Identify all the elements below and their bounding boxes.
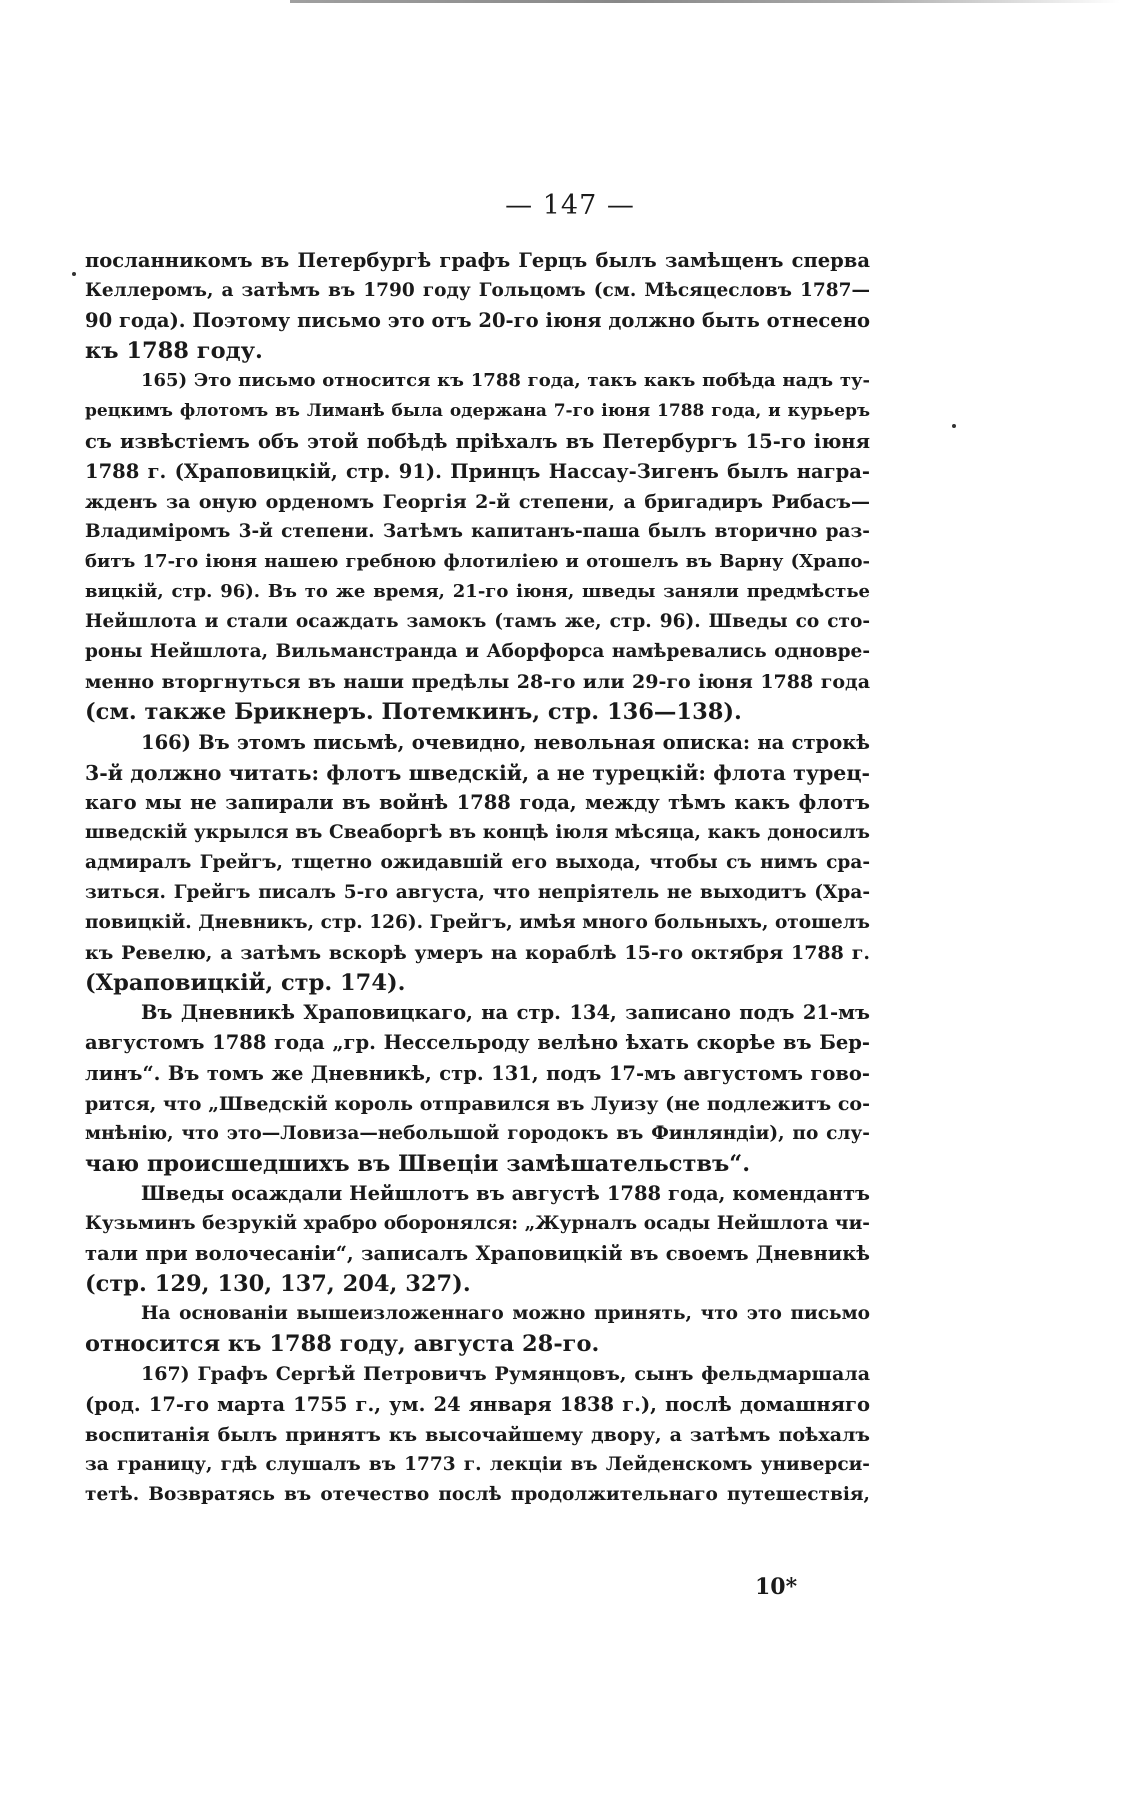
text-line: рится, что „Шведскій король отправился въ Луизу (не подлежитъ со- <box>85 1092 870 1115</box>
text-line: (род. 17-го марта 1755 г., ум. 24 января 1838 г.), послѣ домашняго <box>85 1392 870 1416</box>
text-line: къ 1788 году. <box>85 338 263 365</box>
text-line: 166) Въ этомъ письмѣ, очевидно, невольная описка: на строкѣ <box>141 730 870 754</box>
text-line: 90 года). Поэтому письмо это отъ 20-го іюня должно быть отнесено <box>85 309 870 333</box>
text-line: Кузьминъ безрукій храбро оборонялся: „Журналъ осады Нейшлота чи- <box>85 1213 870 1234</box>
text-line: каго мы не запирали въ войнѣ 1788 года, между тѣмъ какъ флотъ <box>85 790 870 814</box>
text-line: Шведы осаждали Нейшлотъ въ августѣ 1788 года, комендантъ <box>141 1181 870 1205</box>
text-line: къ Ревелю, а затѣмъ вскорѣ умеръ на кораблѣ 15-го октября 1788 г. <box>85 942 870 965</box>
text-line: (Храповицкій, стр. 174). <box>85 970 406 997</box>
text-line: зиться. Грейгъ писалъ 5-го августа, что непріятель не выходитъ (Хра- <box>85 881 870 903</box>
text-line: посланникомъ въ Петербургѣ графъ Герцъ былъ замѣщенъ сперва <box>85 249 870 272</box>
text-line: линъ“. Въ томъ же Дневникѣ, стр. 131, подъ 17-мъ августомъ гово- <box>85 1061 870 1085</box>
page-number: — 147 — <box>505 190 635 221</box>
text-line: Владиміромъ 3-й степени. Затѣмъ капитанъ-паша былъ вторично раз- <box>85 520 870 542</box>
text-line: (см. также Брикнеръ. Потемкинъ, стр. 136—138). <box>85 699 742 726</box>
text-line: Келлеромъ, а затѣмъ въ 1790 году Гольцомъ (см. Мѣсяцесловъ 1787— <box>85 280 870 302</box>
text-line: съ извѣстіемъ объ этой побѣдѣ пріѣхалъ въ Петербургъ 15-го іюня <box>85 429 870 453</box>
text-line: 165) Это письмо относится къ 1788 года, такъ какъ побѣда надъ ту- <box>141 370 870 392</box>
text-line: 1788 г. (Храповицкій, стр. 91). Принцъ Нассау-Зигенъ былъ награ- <box>85 459 870 483</box>
text-line: менно вторгнуться въ наши предѣлы 28-го или 29-го іюня 1788 года <box>85 671 870 694</box>
body-text <box>85 246 870 1510</box>
text-line: за границу, гдѣ слушалъ въ 1773 г. лекціи въ Лейденскомъ универси- <box>85 1453 870 1475</box>
text-line: битъ 17-го іюня нашею гребною флотиліею и отошелъ въ Варну (Храпо- <box>85 550 870 572</box>
text-line: повицкій. Дневникъ, стр. 126). Грейгъ, имѣя много больныхъ, отошелъ <box>85 912 870 934</box>
text-line: 3-й должно читать: флотъ шведскій, а не турецкій: флота турец- <box>85 760 870 785</box>
text-line: Нейшлота и стали осаждать замокъ (тамъ же, стр. 96). Шведы со сто- <box>85 611 870 633</box>
text-line: рецкимъ флотомъ въ Лиманѣ была одержана 7-го іюня 1788 года, и курьеръ <box>85 401 870 422</box>
text-line: тали при волочесаніи“, записалъ Храповицкій въ своемъ Дневникѣ <box>85 1242 870 1266</box>
text-line: августомъ 1788 года „гр. Нессельроду велѣно ѣхать скорѣе въ Бер- <box>85 1031 870 1055</box>
scan-top-edge <box>290 0 1120 3</box>
text-line: роны Нейшлота, Вильманстранда и Аборфорса намѣревались одновре- <box>85 641 870 663</box>
text-line: тетѣ. Возвратясь въ отечество послѣ продолжительнаго путешествія, <box>85 1483 870 1505</box>
text-line: жденъ за оную орденомъ Георгія 2-й степени, а бригадиръ Рибасъ— <box>85 490 870 513</box>
text-line: Въ Дневникѣ Храповицкаго, на стр. 134, записано подъ 21-мъ <box>141 1001 870 1025</box>
margin-speck <box>952 424 956 428</box>
text-line: шведскій укрылся въ Свеаборгѣ въ концѣ іюля мѣсяца, какъ доносилъ <box>85 821 870 843</box>
text-line: На основаніи вышеизложеннаго можно принять, что это письмо <box>141 1303 870 1325</box>
text-line: (стр. 129, 130, 137, 204, 327). <box>85 1271 471 1298</box>
text-line: мнѣнію, что это—Ловиза—небольшой городокъ въ Финляндіи), по слу- <box>85 1122 870 1144</box>
text-line: относится къ 1788 году, августа 28-го. <box>85 1331 600 1358</box>
text-line: вицкій, стр. 96). Въ то же время, 21-го іюня, шведы заняли предмѣстье <box>85 581 870 603</box>
text-line: адмиралъ Грейгъ, тщетно ожидавшій его выхода, чтобы съ нимъ сра- <box>85 851 870 873</box>
text-line: чаю происшедшихъ въ Швеціи замѣшательствъ“. <box>85 1150 751 1177</box>
signature-mark: 10* <box>755 1574 798 1600</box>
text-line: 167) Графъ Сергѣй Петровичъ Румянцовъ, сынъ фельдмаршала <box>141 1363 870 1386</box>
margin-speck <box>72 272 76 276</box>
text-line: воспитанія былъ принятъ къ высочайшему двору, а затѣмъ поѣхалъ <box>85 1423 870 1446</box>
